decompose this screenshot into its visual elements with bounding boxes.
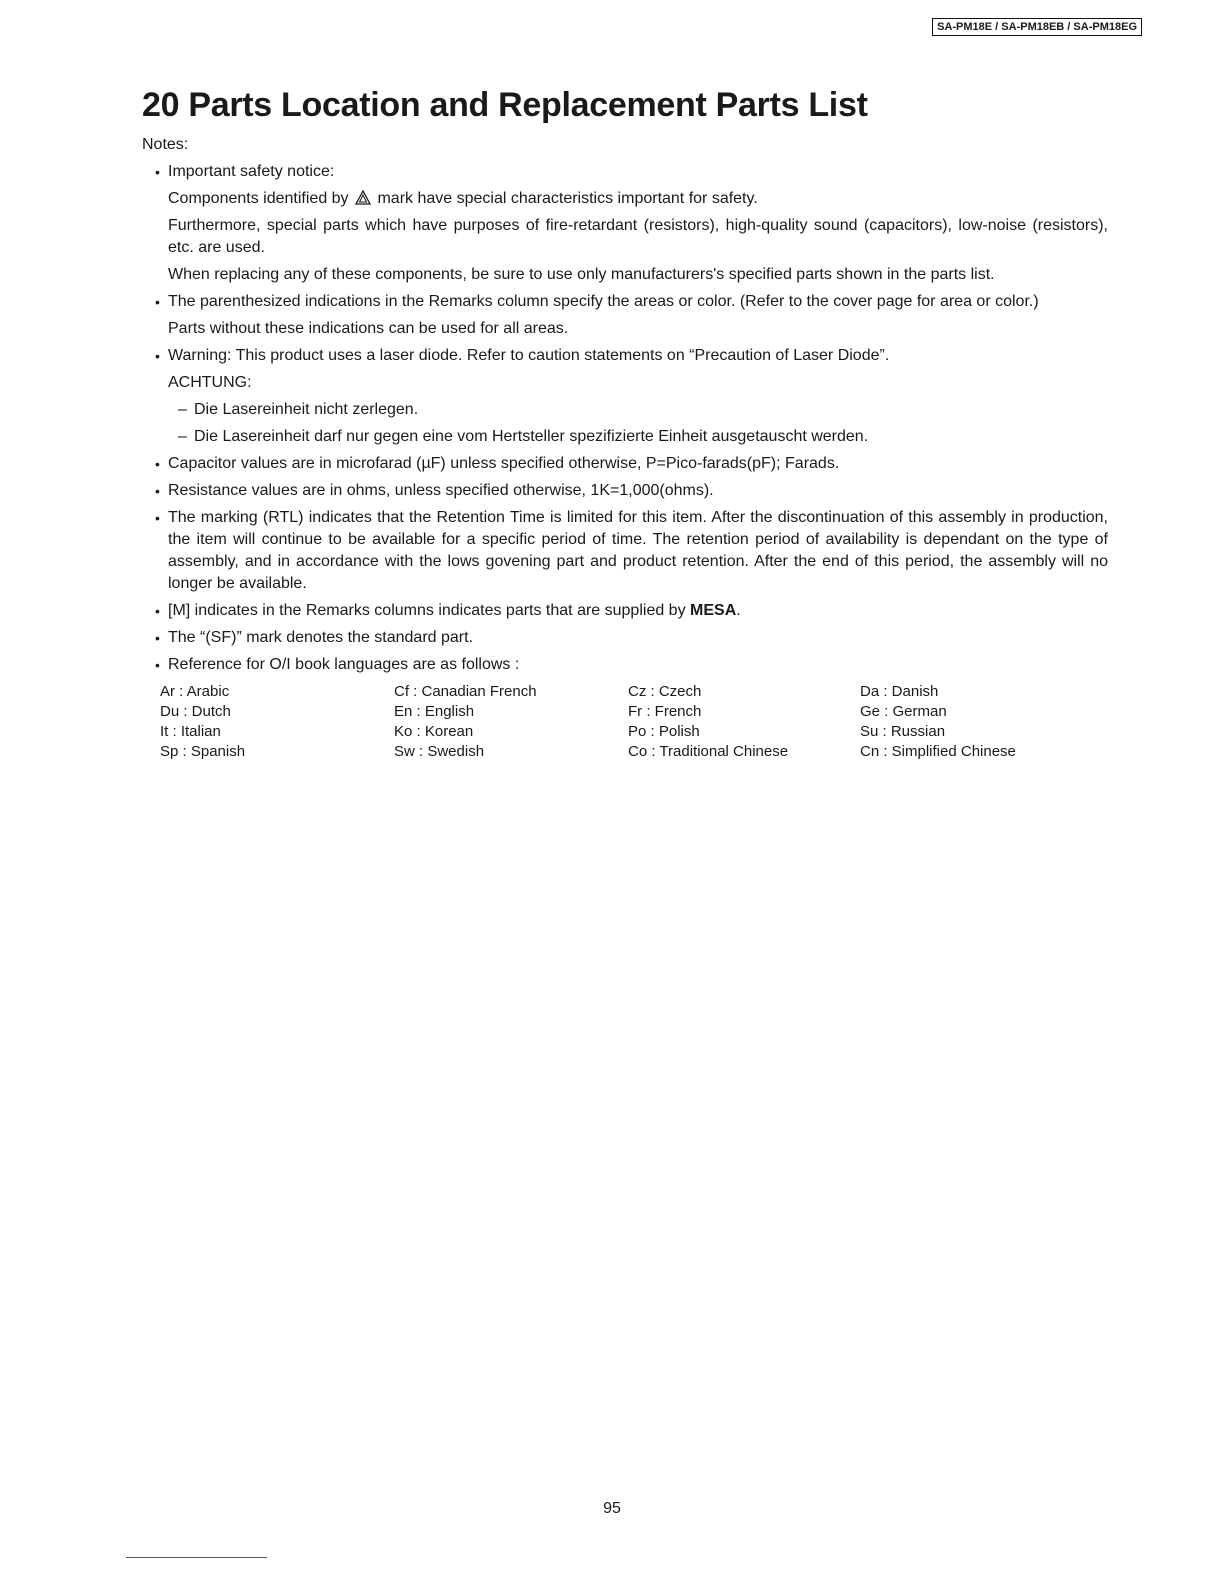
page-number: 95 [603, 1500, 621, 1517]
safety-heading: Important safety notice: [168, 163, 335, 180]
bullet-icon: • [155, 456, 160, 472]
note-sf [142, 627, 1108, 649]
notes-list [142, 161, 1108, 676]
laser-item-2-text: Die Lasereinheit darf nur gegen eine vom Hertsteller spezifizierte Einheit ausgetauscht werden. [194, 428, 869, 445]
language-item: Da : Danish [860, 683, 939, 700]
mesa-text-before: [M] indicates in the Remarks columns indicates parts that are supplied by [168, 602, 686, 619]
bullet-icon: • [155, 603, 160, 619]
bullet-icon: • [155, 164, 160, 180]
warning-triangle-icon [355, 190, 371, 205]
safety-components-before: Components identified by [168, 190, 349, 207]
laser-item-2 [168, 426, 1108, 448]
notes-label: Notes: [142, 136, 189, 153]
note-remarks [142, 291, 1108, 340]
language-item: Cn : Simplified Chinese [860, 743, 1016, 760]
language-item: Ko : Korean [394, 723, 474, 740]
laser-warning: Warning: This product uses a laser diode. Refer to caution statements on “Precaution of Laser Diode”. [168, 347, 890, 364]
languages-intro: Reference for O/I book languages are as follows : [168, 656, 520, 673]
rtl-text: The marking (RTL) indicates that the Retention Time is limited for this item. After the discontinuation of this assembly in production, the item will continue to be available for a specific period of time. The retention period of availability is dependant on the type of assembly, and in accordance with the lows govening part and product retention. After the end of this period, the assembly will no longer be available. [168, 509, 1108, 592]
language-item: En : English [394, 703, 475, 720]
dash-icon: – [178, 401, 187, 418]
remarks-line1: The parenthesized indications in the Remarks column specify the areas or color. (Refer to the cover page for area or color.) [168, 293, 1039, 310]
laser-achtung: ACHTUNG: [168, 374, 252, 391]
language-item: Ar : Arabic [160, 683, 230, 700]
language-item: It : Italian [160, 723, 221, 740]
note-safety [142, 161, 1108, 286]
safety-components [168, 188, 1108, 210]
note-resistance [142, 480, 1108, 502]
resistance-text: Resistance values are in ohms, unless specified otherwise, 1K=1,000(ohms). [168, 482, 714, 499]
mesa-text-after: . [736, 602, 741, 619]
bullet-icon: • [155, 657, 160, 673]
bullet-icon: • [155, 630, 160, 646]
note-mesa [142, 600, 1108, 622]
laser-item-1-text: Die Lasereinheit nicht zerlegen. [194, 401, 419, 418]
language-item: Su : Russian [860, 723, 946, 740]
bullet-icon: • [155, 348, 160, 364]
language-item: Po : Polish [628, 723, 700, 740]
language-item: Sw : Swedish [394, 743, 485, 760]
safety-furthermore: Furthermore, special parts which have purposes of fire-retardant (resistors), high-quality sound (capacitors), low-noise (resistors), etc. are used. [168, 217, 1108, 256]
model-header-label: SA-PM18E / SA-PM18EB / SA-PM18EG [932, 18, 1142, 36]
bullet-icon: • [155, 294, 160, 310]
language-item: Cf : Canadian French [394, 683, 537, 700]
language-reference-grid [160, 682, 1108, 762]
language-item: Sp : Spanish [160, 743, 246, 760]
footer-link-underline[interactable] [126, 1557, 267, 1558]
note-rtl [142, 507, 1108, 595]
notes-section [142, 134, 1108, 762]
dash-icon: – [178, 428, 187, 445]
sf-text: The “(SF)” mark denotes the standard part. [168, 629, 474, 646]
mesa-bold: MESA [690, 602, 737, 619]
mesa-text [168, 600, 1108, 622]
language-item: Co : Traditional Chinese [628, 743, 789, 760]
page-title: 20 Parts Location and Replacement Parts List [142, 86, 868, 124]
language-item: Fr : French [628, 703, 702, 720]
note-laser [142, 345, 1108, 448]
bullet-icon: • [155, 510, 160, 526]
capacitor-text: Capacitor values are in microfarad (µF) unless specified otherwise, P=Pico-farads(pF); Farads. [168, 455, 840, 472]
laser-item-1 [168, 399, 1108, 421]
remarks-line2: Parts without these indications can be used for all areas. [168, 320, 569, 337]
language-item: Du : Dutch [160, 703, 231, 720]
safety-replacing: When replacing any of these components, be sure to use only manufacturers's specified parts shown in the parts list. [168, 266, 995, 283]
note-capacitor [142, 453, 1108, 475]
bullet-icon: • [155, 483, 160, 499]
safety-components-after: mark have special characteristics important for safety. [377, 190, 758, 207]
language-item: Cz : Czech [628, 683, 702, 700]
note-languages [142, 654, 1108, 676]
language-item: Ge : German [860, 703, 947, 720]
